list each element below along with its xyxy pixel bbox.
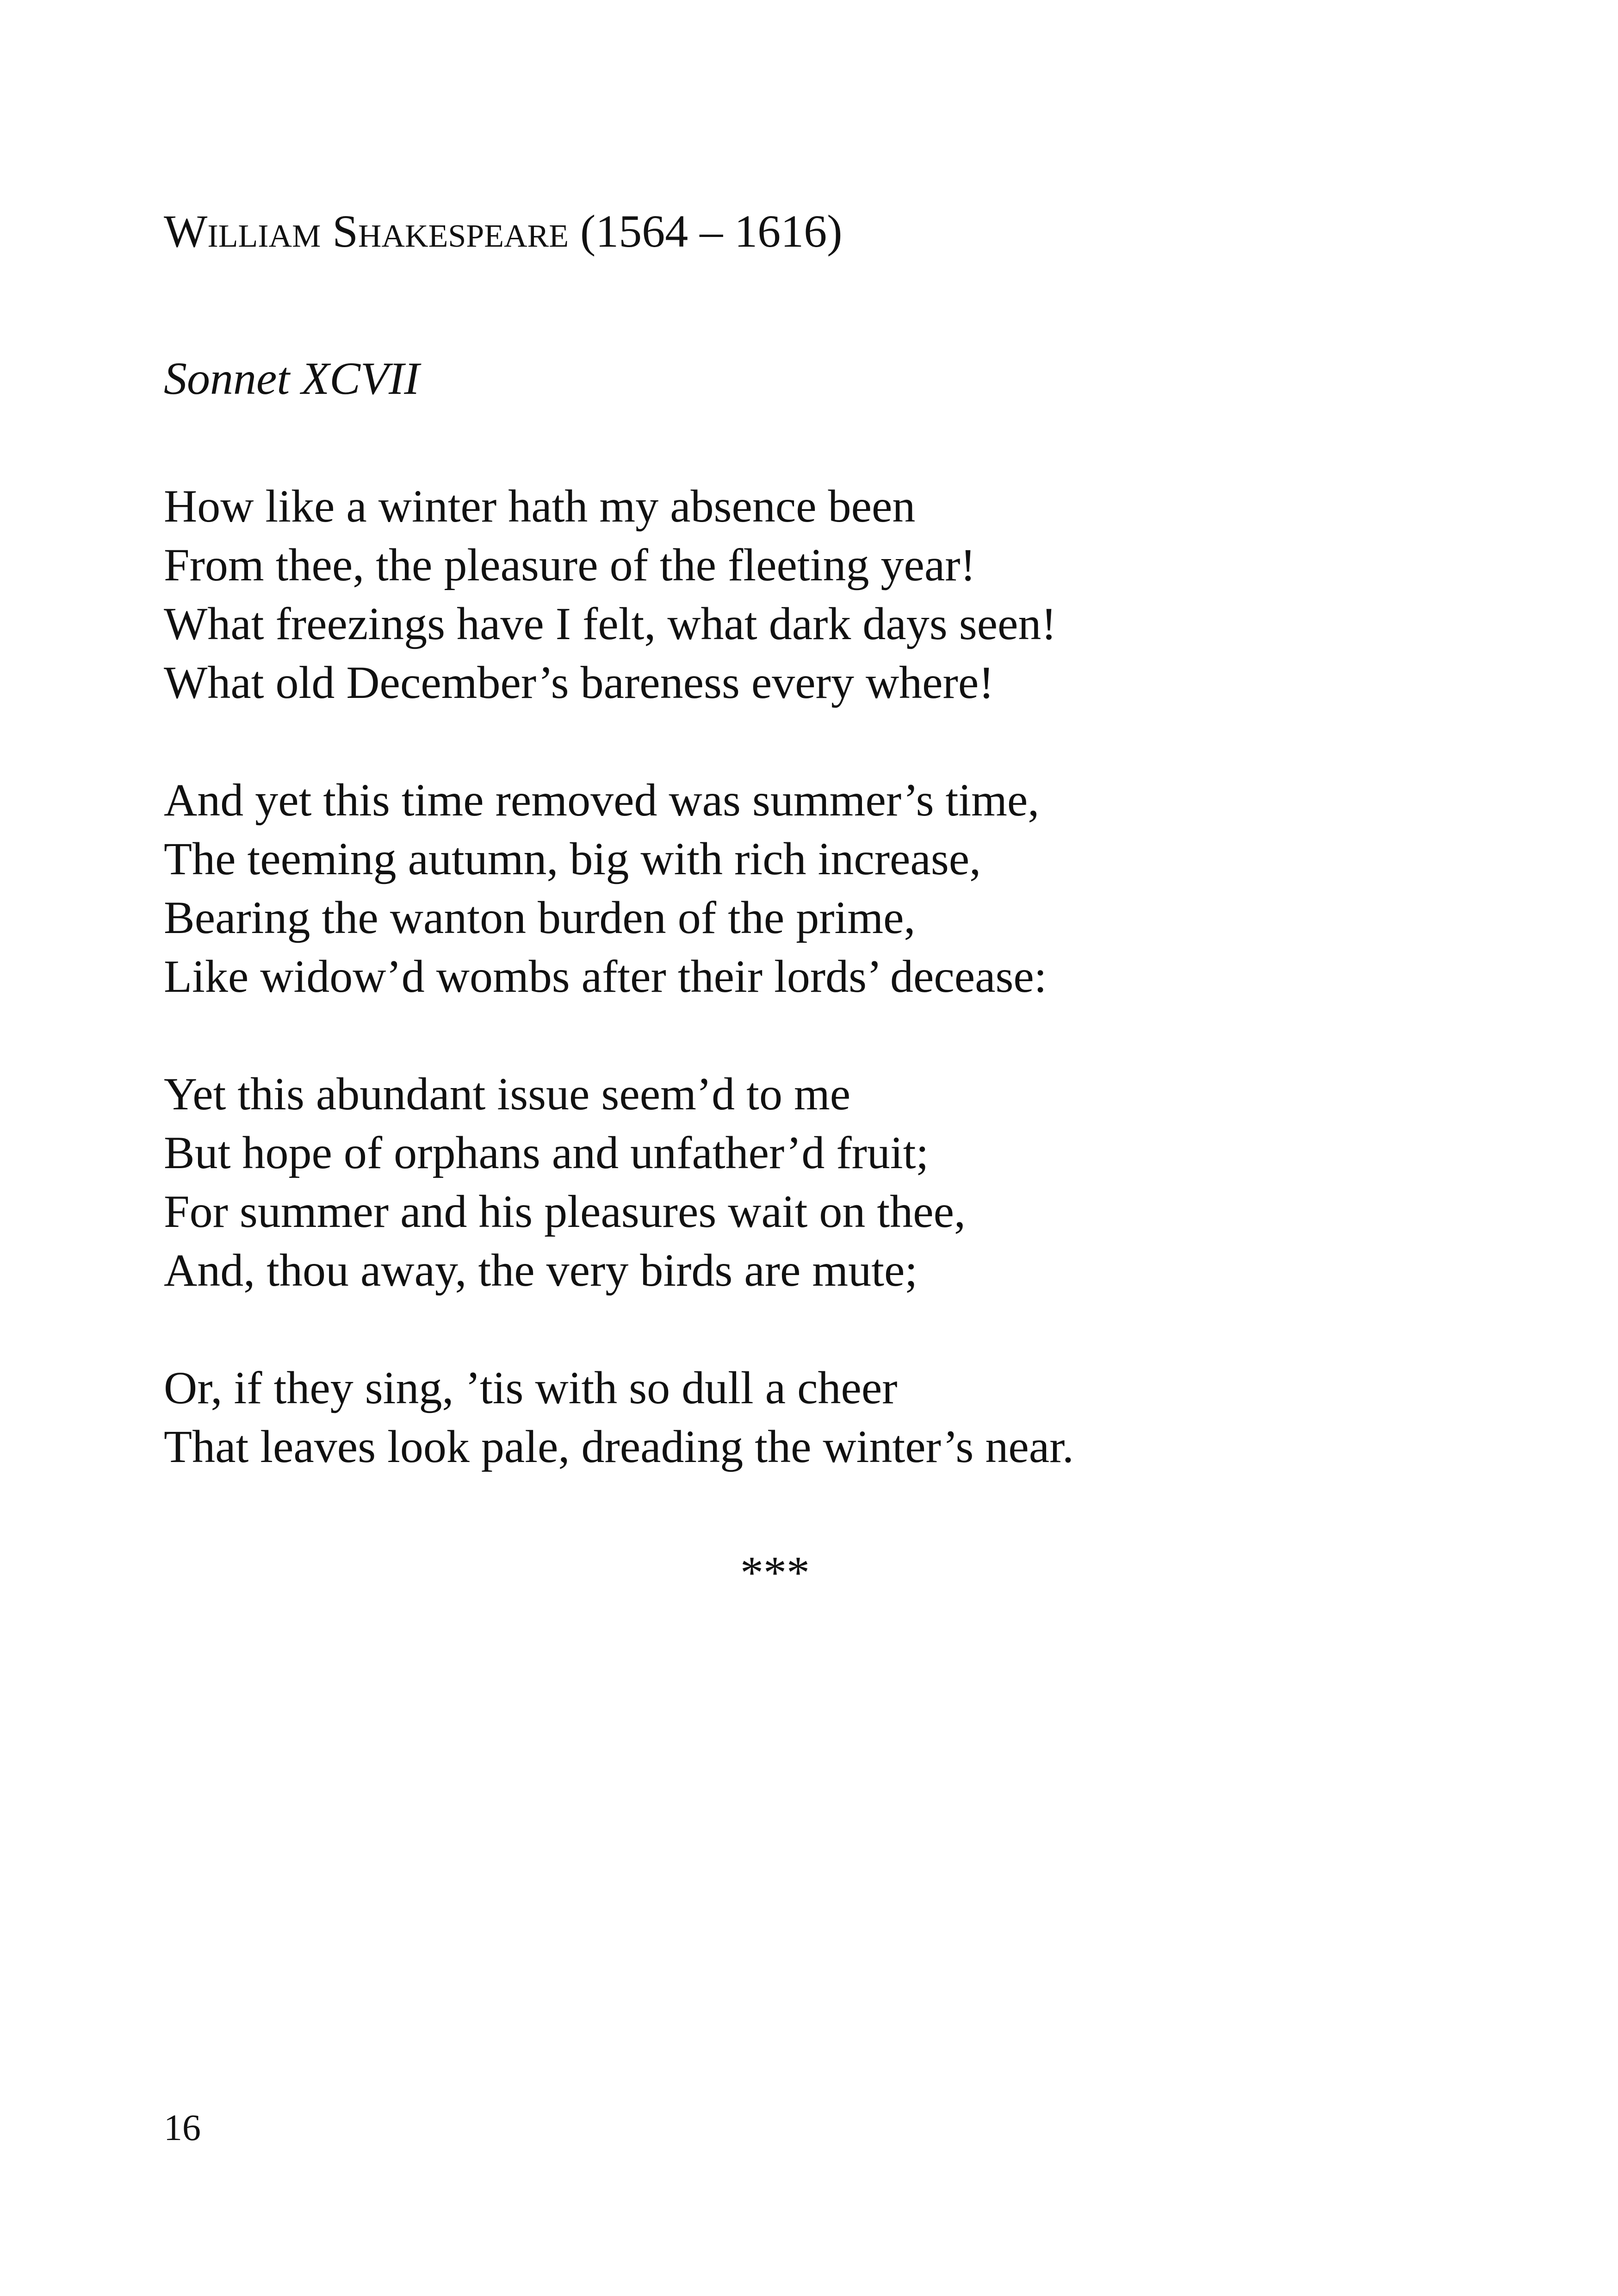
section-separator: *** <box>740 1547 810 1598</box>
poem-body <box>164 477 1074 1476</box>
poem-line: The teeming autumn, big with rich increase, <box>164 833 981 884</box>
stanza <box>164 1064 1074 1300</box>
poem-line: Yet this abundant issue seem’d to me <box>164 1068 851 1120</box>
stanza <box>164 477 1074 712</box>
poem-line: And yet this time removed was summer’s time, <box>164 774 1040 826</box>
poem-line: But hope of orphans and unfather’d fruit; <box>164 1127 929 1178</box>
poem-line: Like widow’d wombs after their lords’ decease: <box>164 951 1047 1002</box>
poem-line: And, thou away, the very birds are mute; <box>164 1244 918 1296</box>
poem-line: That leaves look pale, dreading the winter’s near. <box>164 1421 1074 1472</box>
page-number: 16 <box>164 2108 201 2148</box>
poem-line: How like a winter hath my absence been <box>164 480 916 532</box>
poem-line: Or, if they sing, ’tis with so dull a cheer <box>164 1362 898 1413</box>
poem-line: From thee, the pleasure of the fleeting year! <box>164 539 976 591</box>
poem-line: What freezings have I felt, what dark days seen! <box>164 598 1057 649</box>
stanza <box>164 1358 1074 1476</box>
poem-line: What old December’s bareness every where! <box>164 657 994 708</box>
poem-line: For summer and his pleasures wait on thee, <box>164 1186 966 1237</box>
stanza <box>164 771 1074 1006</box>
poem-line: Bearing the wanton burden of the prime, <box>164 892 916 943</box>
poem-title: Sonnet XCVII <box>164 353 420 404</box>
author-heading: William Shakespeare (1564 – 1616) <box>164 205 843 257</box>
